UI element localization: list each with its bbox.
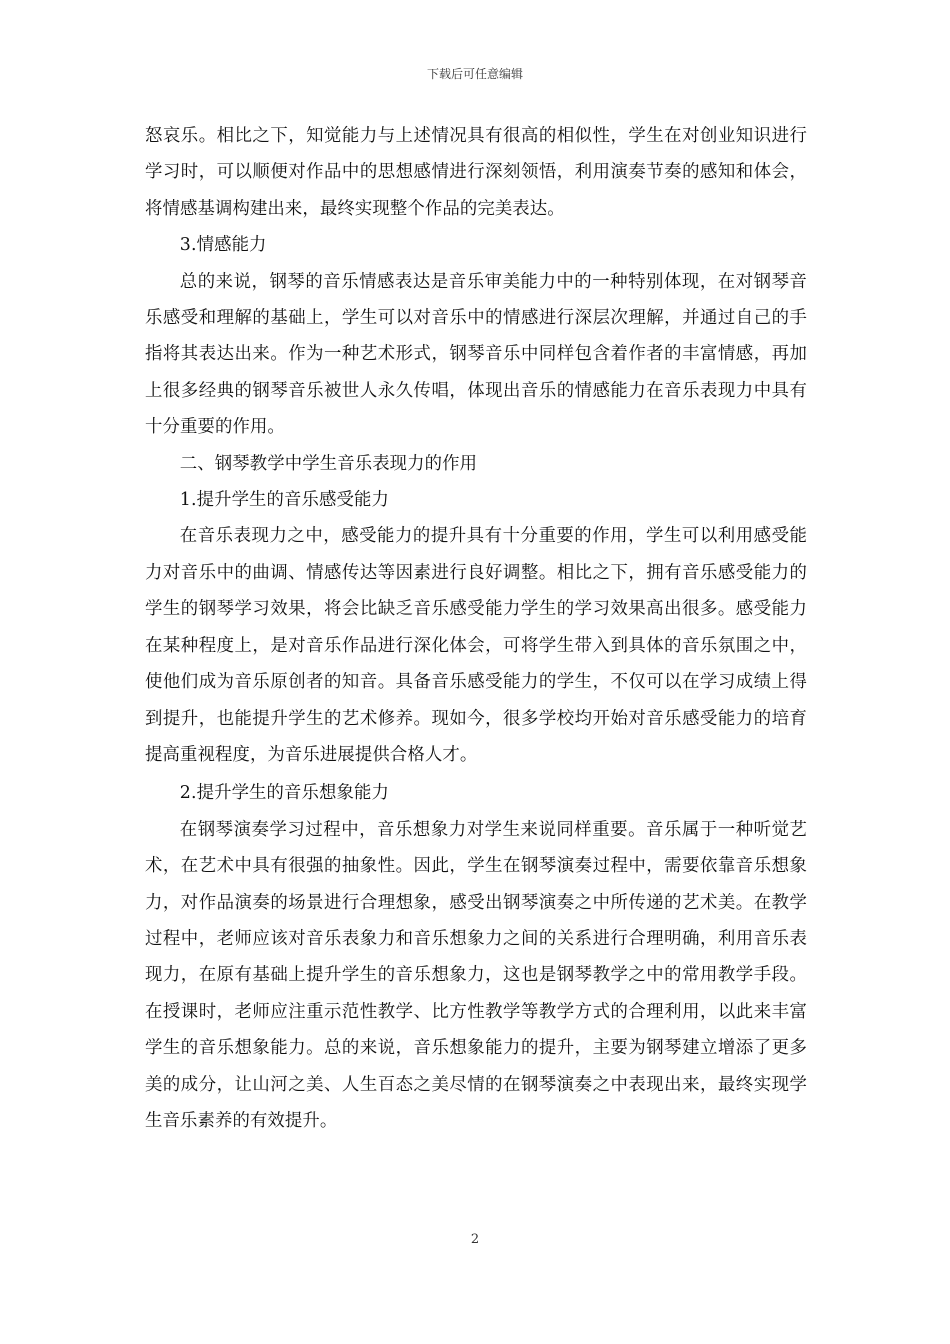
section-heading-perception: 1.提升学生的音乐感受能力 <box>179 490 389 511</box>
page-number: 2 <box>470 1232 480 1247</box>
section-heading-emotional-ability: 3.情感能力 <box>179 235 267 256</box>
paragraph-imagination: 在钢琴演奏学习过程中，音乐想象力对学生来说同样重要。音乐属于一种听觉艺术，在艺术中具有很强的抽象性。因此，学生在钢琴演奏过程中，需要依靠音乐想象力，对作品演奏的场景进行合理想象，感受出钢琴演奏之中所传递的艺术美。在教学过程中，老师应该对音乐表象力和音乐想象力之间的关系进行合理明确，利用音乐表现力，在原有基础上提升学生的音乐想象力，这也是钢琴教学之中的常用教学手段。在授课时，老师应注重示范性教学、比方性教学等教学方式的合理利用，以此来丰富学生的音乐想象能力。总的来说，音乐想象能力的提升，主要为钢琴建立增添了更多美的成分，让山河之美、人生百态之美尽情的在钢琴演奏之中表现出来，最终实现学生音乐素养的有效提升。 <box>145 819 807 1131</box>
document-body <box>145 118 807 1139</box>
section-heading-role: 二、钢琴教学中学生音乐表现力的作用 <box>179 453 478 474</box>
paragraph-emotional-ability: 总的来说，钢琴的音乐情感表达是音乐审美能力中的一种特别体现，在对钢琴音乐感受和理解的基础上，学生可以对音乐中的情感进行深层次理解，并通过自己的手指将其表达出来。作为一种艺术形式，钢琴音乐中同样包含着作者的丰富情感，再加上很多经典的钢琴音乐被世人永久传唱，体现出音乐的情感能力在音乐表现力中具有十分重要的作用。 <box>145 271 807 438</box>
section-heading-imagination: 2.提升学生的音乐想象能力 <box>179 783 389 804</box>
page-header: 下载后可任意编辑 <box>426 67 523 81</box>
paragraph-continuation: 怒哀乐。相比之下，知觉能力与上述情况具有很高的相似性，学生在对创业知识进行学习时，可以顺便对作品中的思想感情进行深刻领悟，利用演奏节奏的感知和体会，将情感基调构建出来，最终实现整个作品的完美表达。 <box>145 126 807 219</box>
paragraph-perception: 在音乐表现力之中，感受能力的提升具有十分重要的作用，学生可以利用感受能力对音乐中的曲调、情感传达等因素进行良好调整。相比之下，拥有音乐感受能力的学生的钢琴学习效果，将会比缺乏音乐感受能力学生的学习效果高出很多。感受能力在某种程度上，是对音乐作品进行深化体会，可将学生带入到具体的音乐氛围之中，使他们成为音乐原创者的知音。具备音乐感受能力的学生，不仅可以在学习成绩上得到提升，也能提升学生的艺术修养。现如今，很多学校均开始对音乐感受能力的培育提高重视程度，为音乐进展提供合格人才。 <box>145 526 807 765</box>
